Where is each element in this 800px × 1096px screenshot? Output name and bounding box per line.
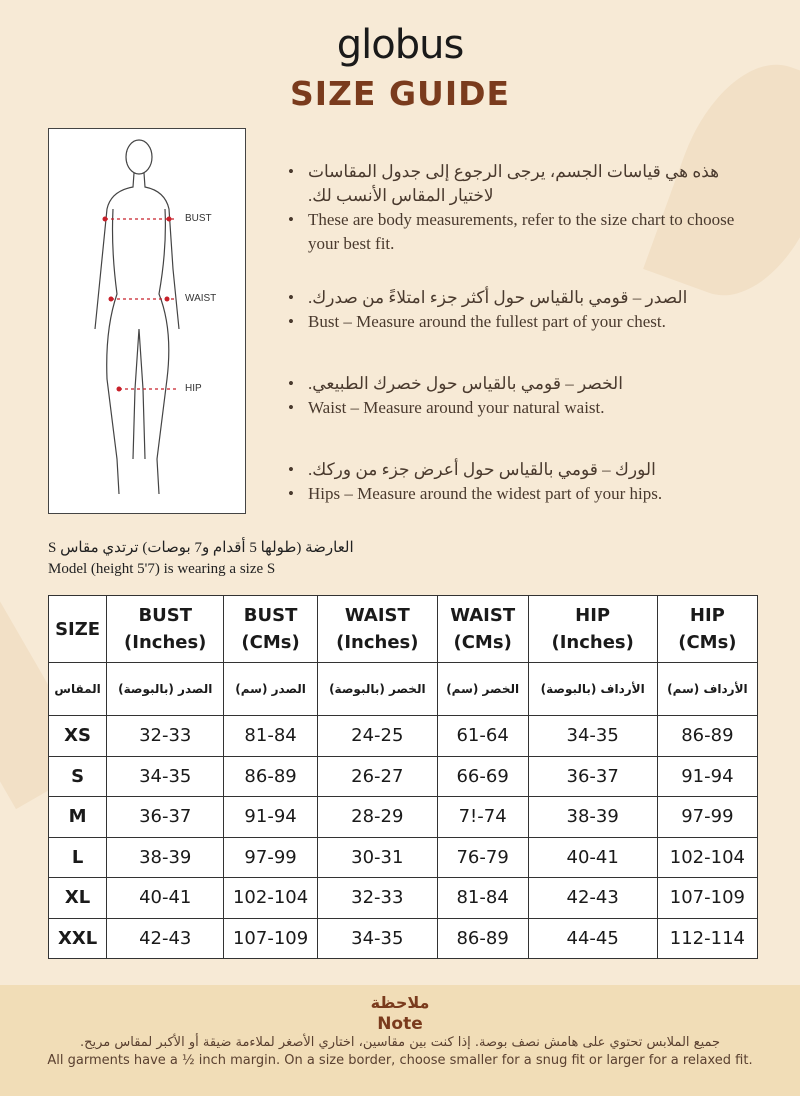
measurement-cell: 28-29 [317, 797, 437, 838]
measurement-cell: 91-94 [224, 797, 318, 838]
measurement-cell: 7!-74 [437, 797, 528, 838]
note-text-ar: جميع الملابس تحتوي على هامش نصف بوصة. إذا كنت بين مقاسين، اختاري الأصغر لملاءمة ضيقة أو الأكبر لمقاس مريح. [79, 1035, 721, 1050]
model-info [48, 538, 354, 580]
measurement-cell: 81-84 [224, 716, 318, 757]
instruction-ar: • هذه هي قياسات الجسم، يرجى الرجوع إلى جدول المقاسات لاختيار المقاس الأنسب لك. [286, 160, 746, 208]
measurement-cell: 107-109 [224, 918, 318, 959]
column-header [528, 596, 657, 663]
measurement-cell: 30-31 [317, 837, 437, 878]
size-chart-table [48, 595, 758, 959]
note-section [0, 985, 800, 1096]
measurement-cell: 34-35 [317, 918, 437, 959]
column-header-arabic: الأرداف (بالبوصة) [528, 663, 657, 716]
column-header-text: SIZE [55, 618, 101, 640]
size-cell: XS [49, 716, 107, 757]
measurement-instructions [286, 160, 746, 536]
hip-label: HIP [185, 383, 202, 394]
column-header [317, 596, 437, 663]
measurement-cell: 40-41 [107, 878, 224, 919]
column-header-text: HIP [575, 605, 611, 626]
measurement-cell: 42-43 [107, 918, 224, 959]
page-title: SIZE GUIDE [289, 74, 511, 113]
column-header [224, 596, 318, 663]
measurement-cell: 44-45 [528, 918, 657, 959]
measurement-cell: 91-94 [657, 756, 757, 797]
column-header-text: WAIST [450, 605, 516, 626]
measurement-cell: 112-114 [657, 918, 757, 959]
table-row [49, 878, 758, 919]
brand-logo: globus [336, 22, 464, 68]
measurement-cell: 38-39 [107, 837, 224, 878]
instruction-group [286, 286, 746, 334]
measurement-cell: 86-89 [437, 918, 528, 959]
model-info-ar: العارضة (طولها 5 أقدام و7 بوصات) ترتدي مقاس S [48, 540, 354, 556]
measurement-cell: 76-79 [437, 837, 528, 878]
size-cell: L [49, 837, 107, 878]
note-title-en: Note [377, 1014, 423, 1034]
measurement-cell: 102-104 [224, 878, 318, 919]
column-header-text: WAIST [344, 605, 410, 626]
measurement-cell: 66-69 [437, 756, 528, 797]
column-header-text: BUST [243, 605, 298, 626]
measurement-cell: 24-25 [317, 716, 437, 757]
measurement-cell: 36-37 [107, 797, 224, 838]
measurement-cell: 97-99 [657, 797, 757, 838]
column-header-text: HIP [689, 605, 725, 626]
size-cell: M [49, 797, 107, 838]
measurement-cell: 34-35 [107, 756, 224, 797]
measurement-cell: 32-33 [107, 716, 224, 757]
measurement-cell: 61-64 [437, 716, 528, 757]
measurement-cell: 86-89 [224, 756, 318, 797]
instruction-group [286, 160, 746, 256]
instruction-ar: • الخصر – قومي بالقياس حول خصرك الطبيعي. [286, 372, 746, 396]
column-header [437, 596, 528, 663]
table-row [49, 716, 758, 757]
bust-label: BUST [185, 213, 212, 224]
measurement-cell: 86-89 [657, 716, 757, 757]
column-header-text: (CMs) [241, 632, 300, 653]
model-info-en: Model (height 5'7) is wearing a size S [48, 561, 276, 577]
body-figure-illustration [48, 128, 246, 514]
column-header [107, 596, 224, 663]
measurement-cell: 102-104 [657, 837, 757, 878]
measurement-cell: 81-84 [437, 878, 528, 919]
column-header-text: (Inches) [336, 632, 419, 653]
column-header-text: BUST [138, 605, 193, 626]
column-header [49, 596, 107, 663]
instruction-ar: • الصدر – قومي بالقياس حول أكثر جزء امتلاءً من صدرك. [286, 286, 746, 310]
column-header-arabic: الخصر (سم) [437, 663, 528, 716]
column-header-text: (Inches) [551, 632, 634, 653]
instruction-en: • These are body measurements, refer to the size chart to choose your best fit. [286, 208, 746, 256]
measurement-cell: 40-41 [528, 837, 657, 878]
note-text-en: All garments have a ½ inch margin. On a size border, choose smaller for a snug fit or larger for a relaxed fit. [47, 1053, 753, 1068]
column-header-arabic: الصدر (سم) [224, 663, 318, 716]
measurement-cell: 97-99 [224, 837, 318, 878]
waist-label: WAIST [185, 293, 217, 304]
measurement-cell: 36-37 [528, 756, 657, 797]
note-title-ar: ملاحظة [370, 993, 430, 1012]
table-row [49, 797, 758, 838]
instruction-en: • Waist – Measure around your natural waist. [286, 396, 746, 420]
measurement-cell: 107-109 [657, 878, 757, 919]
column-header-arabic: الأرداف (سم) [657, 663, 757, 716]
measurement-cell: 26-27 [317, 756, 437, 797]
measurement-cell: 38-39 [528, 797, 657, 838]
column-header [657, 596, 757, 663]
measurement-cell: 42-43 [528, 878, 657, 919]
size-cell: XXL [49, 918, 107, 959]
size-cell: S [49, 756, 107, 797]
column-header-arabic: الصدر (بالبوصة) [107, 663, 224, 716]
size-cell: XL [49, 878, 107, 919]
table-row [49, 918, 758, 959]
table-header-row [49, 596, 758, 663]
instruction-en: • Hips – Measure around the widest part of your hips. [286, 482, 746, 506]
column-header-text: (CMs) [453, 632, 512, 653]
column-header-arabic: المقاس [49, 663, 107, 716]
measurement-cell: 32-33 [317, 878, 437, 919]
instruction-group [286, 372, 746, 420]
table-row [49, 837, 758, 878]
table-header-row-arabic [49, 663, 758, 716]
column-header-arabic: الخصر (بالبوصة) [317, 663, 437, 716]
instruction-ar: • الورك – قومي بالقياس حول أعرض جزء من وركك. [286, 458, 746, 482]
column-header-text: (CMs) [678, 632, 737, 653]
table-row [49, 756, 758, 797]
column-header-text: (Inches) [124, 632, 207, 653]
instruction-en: • Bust – Measure around the fullest part of your chest. [286, 310, 746, 334]
instruction-group [286, 458, 746, 506]
body-outline [49, 129, 247, 515]
measurement-cell: 34-35 [528, 716, 657, 757]
